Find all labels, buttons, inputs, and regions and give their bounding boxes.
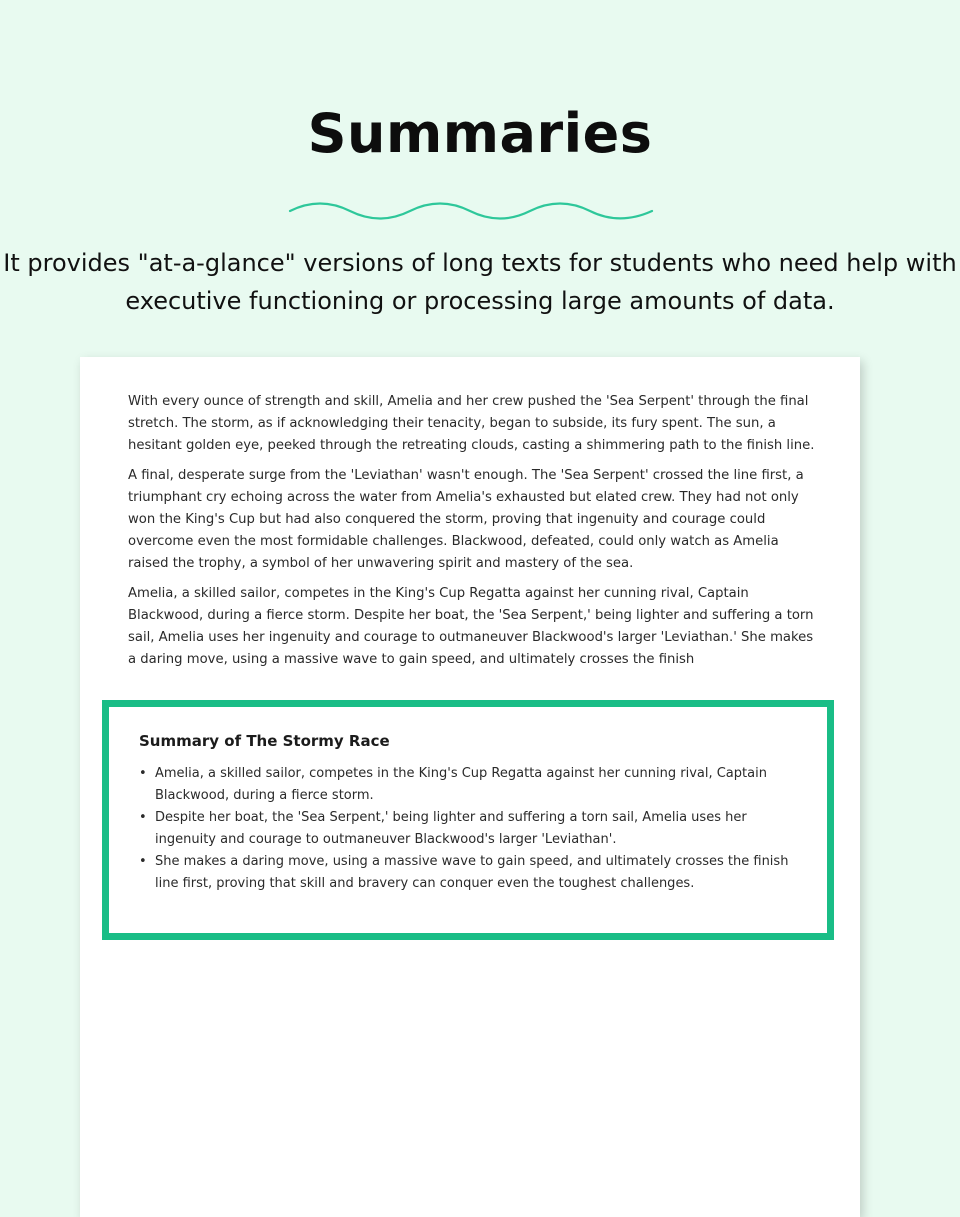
page-title: Summaries [307,102,653,165]
summary-list-item [139,807,799,851]
summary-item-text: She makes a daring move, using a massive wave to gain speed, and ultimately crosses the finish line first, proving that skill and bravery can conquer even the toughest challenges. [155,854,789,891]
bullet-icon: • [139,766,147,781]
summary-panel [102,700,834,940]
document-paragraph: With every ounce of strength and skill, Amelia and her crew pushed the 'Sea Serpent' through the final stretch. The storm, as if acknowledging their tenacity, began to subside, its fury spent. The sun, a hesitant golden eye, peeked through the retreating clouds, casting a shimmering path to the finish line. [128,394,815,453]
document-paragraph: A final, desperate surge from the 'Leviathan' wasn't enough. The 'Sea Serpent' crossed the line first, a triumphant cry echoing across the water from Amelia's exhausted but elated crew. They had not only won the King's Cup but had also conquered the storm, proving that ingenuity and courage could overcome even the most formidable challenges. Blackwood, defeated, could only watch as Amelia raised the trophy, a symbol of her unwavering spirit and mastery of the sea. [128,468,804,571]
summary-heading: Summary of The Stormy Race [139,732,390,750]
document-body [128,391,818,679]
document-paragraph: Amelia, a skilled sailor, competes in the King's Cup Regatta against her cunning rival, Captain Blackwood, during a fierce storm. Despite her boat, the 'Sea Serpent,' being lighter and suffering a torn sail, Amelia uses her ingenuity and courage to outmaneuver Blackwood's larger 'Leviathan.' She makes a daring move, using a massive wave to gain speed, and ultimately crosses the finish [128,586,814,667]
page-description: It provides "at-a-glance" versions of long texts for students who need help with executive functioning or processing large amounts of data. [3,249,957,315]
bullet-icon: • [139,854,147,869]
squiggle-divider [288,196,654,226]
summary-item-text: Despite her boat, the 'Sea Serpent,' being lighter and suffering a torn sail, Amelia uses her ingenuity and courage to outmaneuver Blackwood's larger 'Leviathan'. [155,810,747,847]
summary-item-text: Amelia, a skilled sailor, competes in the King's Cup Regatta against her cunning rival, Captain Blackwood, during a fierce storm. [155,766,767,803]
summary-list-item [139,763,799,807]
summary-list-item [139,851,799,895]
bullet-icon: • [139,810,147,825]
summary-list [139,763,799,895]
